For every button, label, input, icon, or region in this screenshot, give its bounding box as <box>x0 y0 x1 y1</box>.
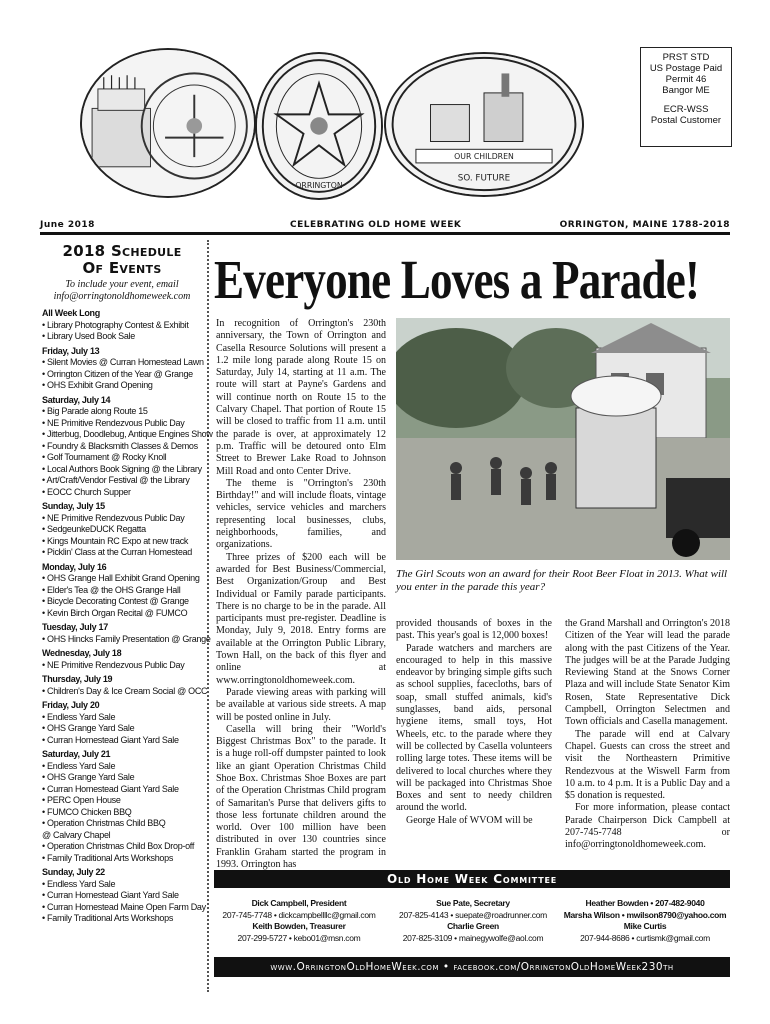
schedule-item: • NE Primitive Rendezvous Public Day <box>42 417 185 428</box>
committee-member: Marsha Wilson • mwilson8790@yahoo.com <box>563 909 727 920</box>
schedule-item: • Endless Yard Sale <box>42 760 116 771</box>
town-of-orrington-seal <box>255 52 383 200</box>
committee-col-1 <box>214 898 384 944</box>
schedule-email[interactable]: info@orringtonoldhomeweek.com <box>53 291 191 302</box>
article-paragraph: In recognition of Orrington's 230th anniversary, the Town of Orrington and Casella Resource Solutions will present a 1.2 mile long parade along Route 15 on Saturday, July 14, starting at 11 a.m. The route will start at Payne's Gardens and will continue north on Route 15 to the Calvary Chapel. That portion of Route 15 will be closed to traffic from 11 a.m. until the parade is over, at approximately 12 p.m. Traffic will be detoured onto Elm Street to Brewer Lake Road to Johnson Mill Road and onto Center Drive. <box>216 318 386 477</box>
schedule-item: • Picklin' Class at the Curran Homestead <box>42 547 192 557</box>
schedule-item: • Foundry & Blacksmith Classes & Demos <box>42 440 198 451</box>
postal-line: PRST STD <box>662 52 710 63</box>
schedule-day: Friday, July 13 <box>42 345 100 356</box>
schedule-title-line: Of Events <box>82 259 162 277</box>
schedule-item: • Elder's Tea @ the OHS Grange Hall <box>42 584 181 595</box>
parade-photo <box>396 318 730 560</box>
schedule-title-line: 2018 Schedule <box>62 242 182 260</box>
schedule-subtitle-line: To include your event, email <box>65 279 179 290</box>
committee-member: Heather Bowden • 207-482-9040 <box>585 898 705 908</box>
schedule-item: • FUMCO Chicken BBQ <box>42 806 132 817</box>
article-paragraph: Parade watchers and marchers are encouraged to help in this massive endeavor by bringing simple gifts such as school supplies, facecloths, bars of soap, small stuffed animals, kid's sunglasses, band aids, personal hygiene items, small toys, Hot Wheels, etc. to the parade where they will be collected by Casella volunteers rolling large totes. These items will be delivered to local churches where they will be packaged into Christmas Shoe Boxes and sent to needy children around the world. <box>396 642 552 814</box>
seal-banner: OUR CHILDREN <box>454 152 514 162</box>
schedule-item: • NE Primitive Rendezvous Public Day <box>42 659 185 670</box>
postal-line: Permit 46 <box>665 74 707 85</box>
article-paragraph: Parade viewing areas with parking will be available at various side streets. A map will be posted online in July. <box>216 686 386 723</box>
schedule-sidebar <box>42 242 213 925</box>
schedule-subtitle <box>42 279 202 303</box>
schedule-item: • Kings Mountain RC Expo at new track <box>42 535 189 546</box>
schedule-item: • Children's Day & Ice Cream Social @ OCC <box>42 685 208 696</box>
anniversary-cake-seal <box>80 48 256 198</box>
schedule-day: Sunday, July 22 <box>42 867 105 877</box>
article-paragraph: George Hale of WVOM will be <box>406 814 533 826</box>
postal-line: Postal Customer <box>650 115 722 126</box>
committee-contact: 207-944-8686 • curtismk@gmail.com <box>580 932 710 943</box>
committee-col-2 <box>388 898 558 944</box>
article-paragraph: Casella will bring their "World's Biggest Christmas Box" to the parade. It is a huge roll-off dumpster painted to look like an giant Operation Christmas Child Shoe Box. Christmas Shoe Boxes are part of the Operation Christmas Child program of Samaritan's Purse that delivers gifts to those less fortunate children around the world. Over 100 million have been distributed in over 130 countries since Franklin Graham started the program in 1993. Orrington has <box>216 723 386 871</box>
article-column-3 <box>565 618 730 852</box>
committee-member: Charlie Green <box>447 921 499 931</box>
schedule-day: Saturday, July 21 <box>42 749 111 759</box>
schedule-day: Monday, July 16 <box>42 561 107 572</box>
issue-date: June 2018 <box>40 220 95 230</box>
schedule-item: • OHS Grange Yard Sale <box>42 772 135 782</box>
schedule-item: • Library Photography Contest & Exhibit <box>42 319 189 330</box>
schedule-item: • Jitterbug, Doodlebug, Antique Engines Show <box>42 429 213 439</box>
committee-member: Sue Pate, Secretary <box>436 898 510 908</box>
committee-contact: 207-299-5727 • kebo01@msn.com <box>237 932 361 943</box>
schedule-item: • PERC Open House <box>42 795 121 805</box>
schedule-item: • Curran Homestead Giant Yard Sale <box>42 734 179 745</box>
sidebar-divider <box>207 240 209 992</box>
seal-text: ORRINGTON <box>295 181 343 190</box>
schedule-day: Tuesday, July 17 <box>42 622 108 632</box>
schedule-list <box>42 308 213 925</box>
masthead-theme: CELEBRATING OLD HOME WEEK <box>290 220 462 230</box>
committee-col-3 <box>560 898 730 944</box>
schedule-item: • NE Primitive Rendezvous Public Day <box>42 512 185 523</box>
schedule-item: • OHS Grange Yard Sale <box>42 723 135 733</box>
schedule-item: • Bicycle Decorating Contest @ Grange <box>42 596 189 606</box>
schedule-item: • Orrington Citizen of the Year @ Grange <box>42 368 193 379</box>
article-column-2 <box>396 618 552 827</box>
article-column-1 <box>216 318 386 871</box>
schedule-item: • OHS Exhibit Grand Opening <box>42 380 153 390</box>
schedule-item: • Golf Tournament @ Rocky Knoll <box>42 452 167 462</box>
article-paragraph: Three prizes of $200 each will be awarded for Best Business/Commercial, Best Organization/Group and Best Individual or Family parade participants. There is no charge to be in the parade. All participants must pre-register. Deadline is Monday, July 9, 2018. Entry forms are available at the Orrington Public Library, Town Hall, on the back of this flyer and online at www.orringtonoldhomeweek.com. <box>216 551 386 686</box>
future-children-seal <box>384 52 584 197</box>
schedule-item: • Endless Yard Sale <box>42 878 116 889</box>
schedule-item: • OHS Hincks Family Presentation @ Grange <box>42 633 211 644</box>
postal-line: ECR-WSS <box>663 104 709 115</box>
schedule-item: • Art/Craft/Vendor Festival @ the Library <box>42 475 190 485</box>
schedule-day: Thursday, July 19 <box>42 674 113 684</box>
schedule-day: Friday, July 20 <box>42 700 100 710</box>
schedule-item: • Endless Yard Sale <box>42 711 116 722</box>
building-seal-icon <box>386 54 582 195</box>
schedule-item: • Operation Christmas Child Box Drop-off <box>42 841 195 851</box>
schedule-item: • Curran Homestead Giant Yard Sale <box>42 783 179 794</box>
postal-line: US Postage Paid <box>649 63 723 74</box>
schedule-item: • Operation Christmas Child BBQ <box>42 818 166 828</box>
committee-member: Mike Curtis <box>623 921 667 931</box>
schedule-day: All Week Long <box>42 308 100 318</box>
masthead-place: ORRINGTON, MAINE 1788-2018 <box>559 220 730 230</box>
schedule-item: • EOCC Church Supper <box>42 486 131 497</box>
committee-contact: 207-825-4143 • suepate@roadrunner.com <box>399 909 547 920</box>
schedule-item: @ Calvary Chapel <box>42 829 111 840</box>
masthead-rule <box>40 232 730 235</box>
schedule-item: • Family Traditional Arts Workshops <box>42 913 174 923</box>
footer-links[interactable]: www.OrringtonOldHomeWeek.com • facebook.com/OrringtonOldHomeWeek230th <box>214 957 730 977</box>
schedule-item: • Family Traditional Arts Workshops <box>42 852 174 863</box>
schedule-title <box>42 243 202 277</box>
root-beer-float-photo-icon <box>396 318 730 560</box>
committee-member: Dick Campbell, President <box>251 898 347 908</box>
article-headline: Everyone Loves a Parade! <box>214 249 700 310</box>
postal-line: Bangor ME <box>662 85 710 96</box>
article-paragraph: The theme is "Orrington's 230th Birthday!" and will include floats, vintage vehicles, service vehicles and marchers representing local businesses, clubs, neighborhoods, families, and organizations. <box>216 477 386 551</box>
photo-caption: The Girl Scouts won an award for their Root Beer Float in 2013. What will you enter in the parade this year? <box>396 568 728 593</box>
postal-indicia <box>640 47 732 147</box>
article-paragraph: The parade will end at Calvary Chapel. Guests can cross the street and visit the Northeastern Primitive Rendezvous at the Wiswell Farm from 10 a.m. to 4 p.m. It is a Public Day and a $5 donation is requested. <box>565 728 730 802</box>
schedule-item: • Big Parade along Route 15 <box>42 406 148 416</box>
schedule-item: • Local Authors Book Signing @ the Library <box>42 463 202 474</box>
schedule-day: Wednesday, July 18 <box>42 648 122 658</box>
committee-heading: Old Home Week Committee <box>214 870 730 888</box>
article-paragraph: provided thousands of boxes in the past. This year's goal is 12,000 boxes! <box>396 618 552 642</box>
article-paragraph: For more information, please contact Parade Chairperson Dick Campbell at 207-745-7748 or info@orringtonoldhomeweek.com. <box>565 802 730 851</box>
article-paragraph: the Grand Marshall and Orrington's 2018 Citizen of the Year will lead the parade along with the past Citizens of the Year. The judges will be at the Parade Judging Reviewing Stand at the Snows Corner Plaza and will include State Senator Kim Rosen, State Representative Dick Campbell, Orrington Selectmen and Town officials and Casella management. <box>565 618 730 728</box>
schedule-item: • Silent Movies @ Curran Homestead Lawn <box>42 357 204 367</box>
masthead-bar <box>40 218 730 232</box>
schedule-item: • SedgeunkeDUCK Regatta <box>42 524 146 534</box>
schedule-item: • Curran Homestead Giant Yard Sale <box>42 890 179 900</box>
schedule-item: • Kevin Birch Organ Recital @ FUMCO <box>42 607 188 618</box>
schedule-item: • Curran Homestead Maine Open Farm Day <box>42 901 206 912</box>
committee-member: Keith Bowden, Treasurer <box>252 921 346 931</box>
cake-seal-icon <box>82 50 254 196</box>
committee-contact: 207-825-3109 • mainegywolfe@aol.com <box>402 932 544 943</box>
seal-text: SO. FUTURE <box>457 173 511 184</box>
schedule-item: • Library Used Book Sale <box>42 331 135 341</box>
committee-contact: 207-745-7748 • dickcampbellllc@gmail.com <box>222 909 376 920</box>
schedule-item: • OHS Grange Hall Exhibit Grand Opening <box>42 573 200 583</box>
schedule-day: Sunday, July 15 <box>42 501 105 511</box>
star-seal-icon <box>257 54 381 198</box>
schedule-day: Saturday, July 14 <box>42 394 111 405</box>
